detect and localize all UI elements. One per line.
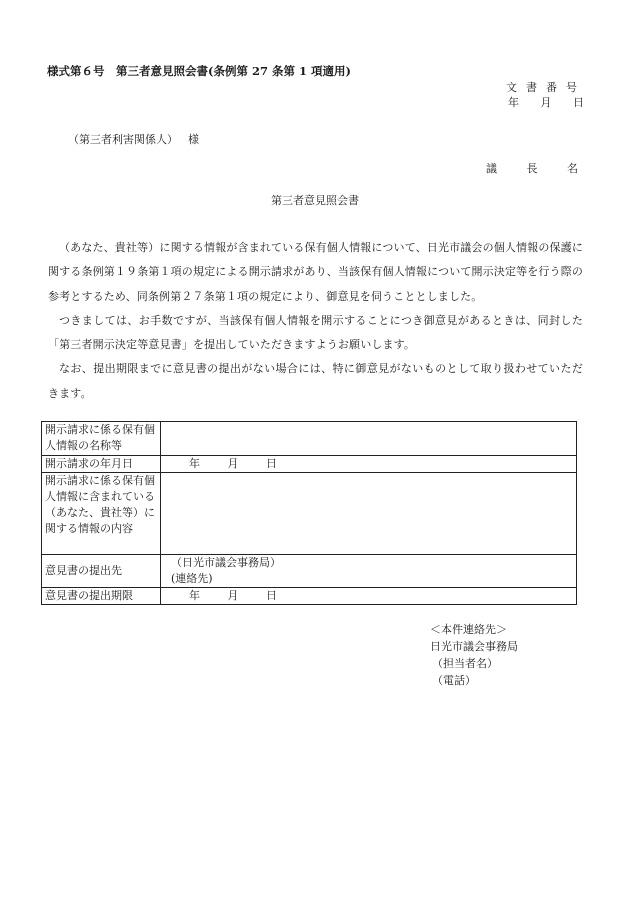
date-year: 年 xyxy=(508,96,519,109)
chairman-name xyxy=(486,162,578,176)
contact-person: （担当者名） xyxy=(432,657,498,670)
table-label: 開示請求の年月日 xyxy=(42,456,161,473)
table-label: 開示請求に係る保有個人情報の名称等 xyxy=(42,422,161,456)
table-row xyxy=(42,473,577,555)
submission-office: （日光市議会事務局） xyxy=(171,556,281,569)
table-row xyxy=(42,422,577,456)
table-label: 意見書の提出先 xyxy=(42,555,161,588)
info-table xyxy=(41,421,577,605)
chairman-part: 長 xyxy=(526,162,538,175)
addressee xyxy=(68,133,199,147)
request-date: 年 月 日 xyxy=(161,456,577,473)
form-title: 様式第６号 第三者意見照会書(条例第 27 条第 1 項適用) xyxy=(47,64,351,78)
table-value xyxy=(161,473,577,555)
submission-deadline: 年 月 日 xyxy=(161,588,577,605)
body-paragraph: なお、提出期限までに意見書の提出がない場合には、特に御意見がないものとして取り扱わせていただきます。 xyxy=(48,362,583,400)
date-day: 日 xyxy=(573,96,584,109)
body-paragraph: （あなた、貴社等）に関する情報が含まれている保有個人情報について、日光市議会の個人情報の保護に関する条例第１９条第１項の規定による開示請求があり、当該保有個人情報について開示決定等を行う際の参考とするため、同条例第２７条第１項の規定により、御意見を伺うこととしました。 xyxy=(48,241,583,303)
document-number: 文書番号 xyxy=(506,81,586,94)
table-label: 意見書の提出期限 xyxy=(42,588,161,605)
chairman-part: 議 xyxy=(486,162,497,175)
contact-phone: （電話） xyxy=(432,674,476,687)
table-value xyxy=(161,422,577,456)
document-date xyxy=(508,96,584,110)
chairman-part: 名 xyxy=(567,162,578,175)
document-title: 第三者意見照会書 xyxy=(271,194,359,207)
addressee-party: （第三者利害関係人） xyxy=(68,133,178,146)
submission-address xyxy=(161,555,577,588)
table-label: 開示請求に係る保有個人情報に含まれている（あなた、貴社等）に関する情報の内容 xyxy=(42,473,161,555)
contact-office: 日光市議会事務局 xyxy=(430,640,518,653)
submission-contact: (連絡先) xyxy=(171,572,213,585)
body-text xyxy=(48,236,583,406)
addressee-honorific: 様 xyxy=(188,133,199,146)
table-row xyxy=(42,555,577,588)
table-row xyxy=(42,456,577,473)
table-row xyxy=(42,588,577,605)
date-month: 月 xyxy=(540,96,552,109)
contact-block xyxy=(430,621,518,689)
body-paragraph: つきましては、お手数ですが、当該保有個人情報を開示することにつき御意見があるときは、同封した「第三者開示決定等意見書」を提出していただきますようお願いします。 xyxy=(48,313,583,352)
contact-heading: ＜本件連絡先＞ xyxy=(430,623,507,636)
